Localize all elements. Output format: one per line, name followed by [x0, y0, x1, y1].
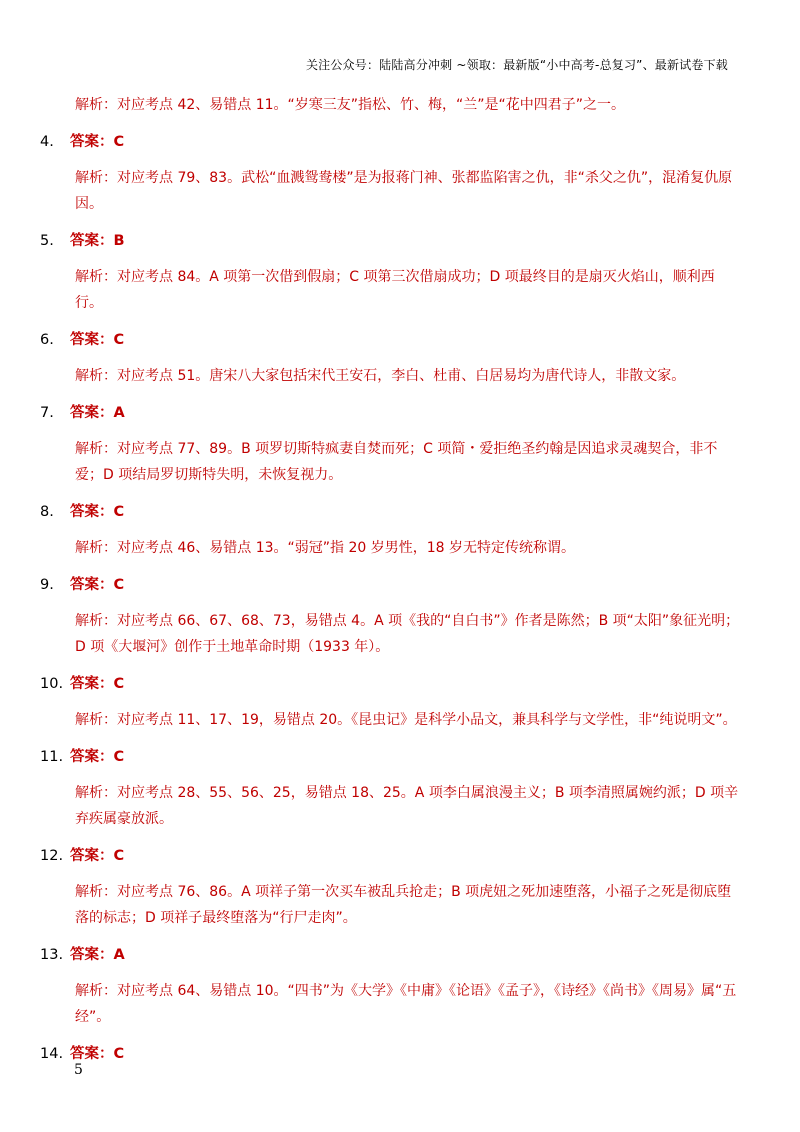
- question-number: 14.: [40, 1046, 64, 1062]
- answer-row-14: [40, 1043, 740, 1065]
- analysis-7: 解析：对应考点 77、89。B 项罗切斯特疯妻自焚而死；C 项简・爱拒绝圣约翰是因追求灵魂契合，非不爱；D 项结局罗切斯特失明，未恢复视力。: [75, 441, 718, 483]
- analysis-12: 解析：对应考点 76、86。A 项祥子第一次买车被乱兵抢走；B 项虎妞之死加速堕落，小福子之死是彻底堕落的标志；D 项祥子最终堕落为“行尸走肉”。: [75, 884, 732, 926]
- answer-value: C: [113, 1046, 125, 1062]
- page-header: 关注公众号：陆陆高分冲刺 ~领取：最新版“小中高考-总复习”、最新试卷下载: [305, 58, 728, 72]
- answer-row-9: [40, 574, 740, 596]
- question-number: 12.: [40, 848, 64, 864]
- answer-value: C: [113, 676, 125, 692]
- answer-value: C: [113, 134, 125, 150]
- answer-value: A: [113, 947, 125, 963]
- answer-value: C: [113, 749, 125, 765]
- answer-value: C: [113, 848, 125, 864]
- answer-row-7: [40, 402, 740, 424]
- analysis-11: 解析：对应考点 28、55、56、25，易错点 18、25。A 项李白属浪漫主义；B 项李清照属婉约派；D 项辛弃疾属豪放派。: [75, 785, 739, 827]
- answer-label: 答案：: [70, 504, 114, 520]
- answer-label: 答案：: [70, 848, 114, 864]
- answer-value: B: [113, 233, 125, 249]
- answer-value: A: [113, 405, 125, 421]
- answer-label: 答案：: [70, 1046, 114, 1062]
- answer-label: 答案：: [70, 676, 114, 692]
- analysis-10: 解析：对应考点 11、17、19，易错点 20。《昆虫记》是科学小品文，兼具科学与文学性，非“纯说明文”。: [75, 712, 737, 728]
- answer-value: C: [113, 504, 125, 520]
- page-number: 5: [74, 1062, 83, 1078]
- answer-value: C: [113, 577, 125, 593]
- question-number: 6.: [40, 332, 54, 348]
- question-number: 4.: [40, 134, 54, 150]
- answer-label: 答案：: [70, 332, 114, 348]
- answer-label: 答案：: [70, 749, 114, 765]
- question-number: 13.: [40, 947, 64, 963]
- answer-row-11: [40, 746, 740, 768]
- answer-row-5: [40, 230, 740, 252]
- answer-row-10: [40, 673, 740, 695]
- answer-row-12: [40, 845, 740, 867]
- answer-label: 答案：: [70, 134, 114, 150]
- answer-label: 答案：: [70, 577, 114, 593]
- answer-list: [40, 92, 740, 1065]
- answer-row-8: [40, 501, 740, 523]
- question-number: 7.: [40, 405, 54, 421]
- question-number: 10.: [40, 676, 64, 692]
- question-number: 9.: [40, 577, 54, 593]
- answer-value: C: [113, 332, 125, 348]
- analysis-9: 解析：对应考点 66、67、68、73，易错点 4。A 项《我的“自白书”》作者是陈然；B 项“太阳”象征光明；D 项《大堰河》创作于土地革命时期（1933 年）。: [75, 613, 740, 655]
- question-number: 8.: [40, 504, 54, 520]
- answer-label: 答案：: [70, 405, 114, 421]
- question-number: 5.: [40, 233, 54, 249]
- answer-row-13: [40, 944, 740, 966]
- analysis-13: 解析：对应考点 64、易错点 10。“四书”为《大学》《中庸》《论语》《孟子》，《诗经》《尚书》《周易》属“五经”。: [75, 983, 737, 1025]
- analysis-6: 解析：对应考点 51。唐宋八大家包括宋代王安石，李白、杜甫、白居易均为唐代诗人，非散文家。: [75, 368, 686, 384]
- question-number: 11.: [40, 749, 64, 765]
- analysis-4: 解析：对应考点 79、83。武松“血溅鸳鸯楼”是为报蒋门神、张都监陷害之仇，非“杀父之仇”，混淆复仇原因。: [75, 170, 733, 212]
- answer-row-4: [40, 131, 740, 153]
- analysis-8: 解析：对应考点 46、易错点 13。“弱冠”指 20 岁男性，18 岁无特定传统称谓。: [75, 540, 576, 556]
- analysis-5: 解析：对应考点 84。A 项第一次借到假扇；C 项第三次借扇成功；D 项最终目的是扇灭火焰山，顺利西行。: [75, 269, 715, 311]
- analysis-3: 解析：对应考点 42、易错点 11。“岁寒三友”指松、竹、梅，“兰”是“花中四君子”之一。: [75, 97, 626, 113]
- answer-label: 答案：: [70, 947, 114, 963]
- answer-row-6: [40, 329, 740, 351]
- answer-label: 答案：: [70, 233, 114, 249]
